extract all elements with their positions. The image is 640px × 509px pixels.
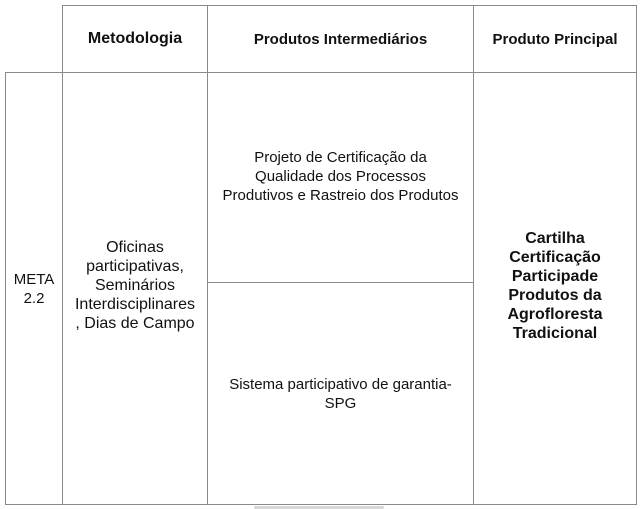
header-intermediate-products: Produtos Intermediários: [253, 30, 428, 48]
intermediate-product-1: Projeto de Certificação da Qualidade dos Processos Produtivos e Rastreio dos Produtos: [222, 149, 459, 204]
main-product: Cartilha Certificação Participade Produtos da Agrofloresta Tradicional: [507, 229, 603, 342]
grid-line: [636, 5, 637, 505]
header-main-product: Produto Principal: [492, 30, 618, 48]
grid-line: [5, 504, 637, 505]
intermediate-product-2: Sistema participativo de garantia- SPG: [229, 375, 452, 412]
methodology-text: Oficinas participativas, Seminários Interdisciplinares , Dias de Campo: [74, 239, 196, 332]
meta-label: META 2.2: [13, 270, 55, 307]
header-methodology: Metodologia: [87, 30, 183, 47]
